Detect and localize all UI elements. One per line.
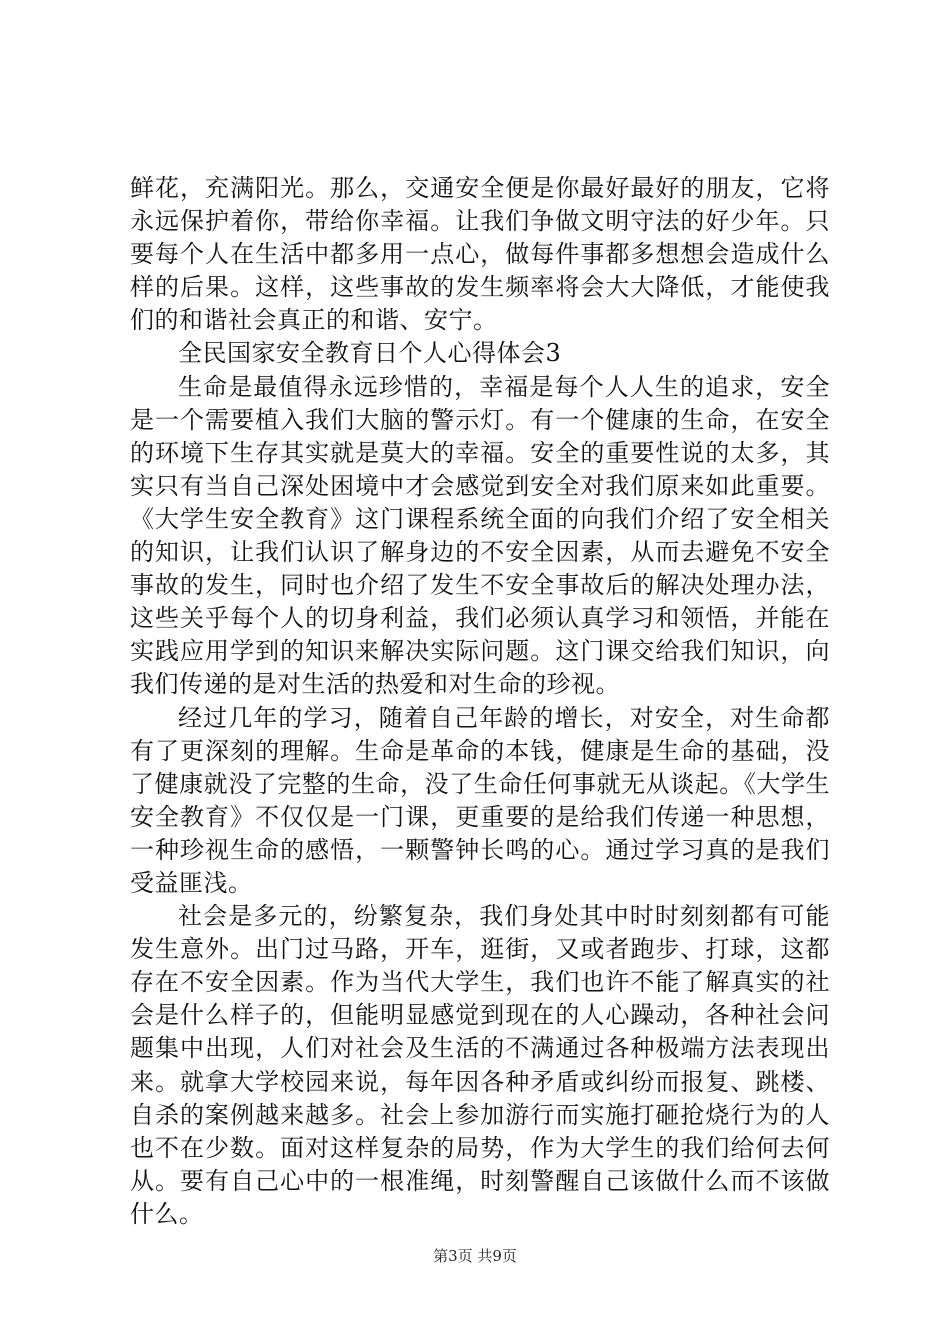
page-number-footer: 第3页 共9页 [433,1247,517,1265]
body-paragraph: 经过几年的学习，随着自己年龄的增长，对安全，对生命都有了更深刻的理解。生命是革命的本钱，健康是生命的基础，没了健康就没了完整的生命，没了生命任何事就无从谈起。《大学生安全教育》不仅仅是一门课，更重要的是给我们传递一种思想，一种珍视生命的感悟，一颗警钟长鸣的心。通过学习真的是我们受益匪浅。 [130,703,830,897]
section-heading: 全民国家安全教育日个人心得体会3 [178,339,562,368]
continued-paragraph: 鲜花，充满阳光。那么，交通安全便是你最好最好的朋友，它将永远保护着你，带给你幸福。让我们争做文明守法的好少年。只要每个人在生活中都多用一点心，做每件事都多想想会造成什么样的后果。这样，这些事故的发生频率将会大大降低，才能使我们的和谐社会真正的和谐、安宁。 [130,174,830,335]
body-paragraph: 社会是多元的，纷繁复杂，我们身处其中时时刻刻都有可能发生意外。出门过马路，开车，逛街，又或者跑步、打球，这都存在不安全因素。作为当代大学生，我们也许不能了解真实的社会是什么样子的，但能明显感觉到现在的人心躁动，各种社会问题集中出现，人们对社会及生活的不满通过各种极端方法表现出来。就拿大学校园来说，每年因各种矛盾或纠纷而报复、跳楼、自杀的案例越来越多。社会上参加游行而实施打砸抢烧行为的人也不在少数。面对这样复杂的局势，作为大学生的我们给何去何从。要有自己心中的一根准绳，时刻警醒自己该做什么而不该做什么。 [130,902,830,1228]
body-paragraph: 生命是最值得永远珍惜的，幸福是每个人人生的追求，安全是一个需要植入我们大脑的警示灯。有一个健康的生命，在安全的环境下生存其实就是莫大的幸福。安全的重要性说的太多，其实只有当自己深处困境中才会感觉到安全对我们原来如此重要。《大学生安全教育》这门课程系统全面的向我们介绍了安全相关的知识，让我们认识了解身边的不安全因素，从而去避免不安全事故的发生，同时也介绍了发生不安全事故后的解决处理办法，这些关乎每个人的切身利益，我们必须认真学习和领悟，并能在实践应用学到的知识来解决实际问题。这门课交给我们知识，向我们传递的是对生活的热爱和对生命的珍视。 [130,372,830,699]
document-body [130,172,830,1231]
